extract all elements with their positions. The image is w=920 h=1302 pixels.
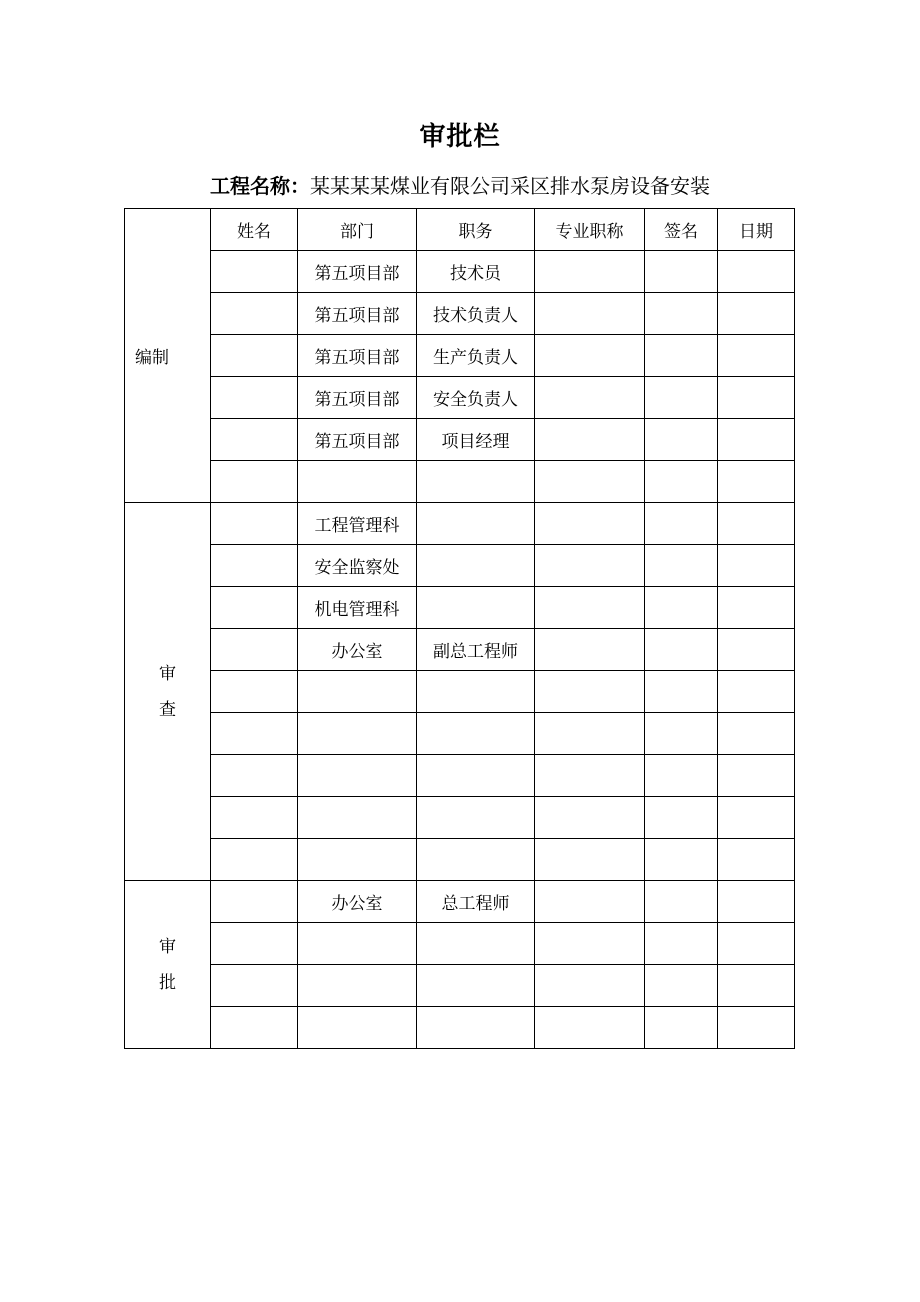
project-name: 某某某某煤业有限公司采区排水泵房设备安装: [310, 174, 710, 198]
name-cell[interactable]: [211, 335, 298, 377]
title-cell[interactable]: [535, 881, 645, 923]
title-cell[interactable]: [535, 923, 645, 965]
table-row: [125, 545, 795, 587]
title-cell[interactable]: [535, 251, 645, 293]
date-cell[interactable]: [718, 839, 795, 881]
role-cell: [417, 965, 535, 1007]
dept-cell: 办公室: [298, 881, 417, 923]
title-cell[interactable]: [535, 839, 645, 881]
title-cell[interactable]: [535, 629, 645, 671]
role-cell: [417, 587, 535, 629]
dept-cell: 机电管理科: [298, 587, 417, 629]
table-row: [125, 797, 795, 839]
date-cell[interactable]: [718, 293, 795, 335]
dept-cell: 办公室: [298, 629, 417, 671]
approval-table: [124, 208, 795, 1049]
signature-cell[interactable]: [645, 965, 718, 1007]
title-cell[interactable]: [535, 335, 645, 377]
signature-cell[interactable]: [645, 671, 718, 713]
title-cell[interactable]: [535, 713, 645, 755]
name-cell[interactable]: [211, 293, 298, 335]
project-label: 工程名称：: [210, 174, 310, 198]
date-cell[interactable]: [718, 377, 795, 419]
role-cell: 安全负责人: [417, 377, 535, 419]
title-cell[interactable]: [535, 419, 645, 461]
signature-cell[interactable]: [645, 1007, 718, 1049]
role-cell: 项目经理: [417, 419, 535, 461]
header-dept: 部门: [298, 209, 417, 251]
name-cell[interactable]: [211, 797, 298, 839]
title-cell[interactable]: [535, 293, 645, 335]
signature-cell[interactable]: [645, 545, 718, 587]
table-row: [125, 713, 795, 755]
table-row: [125, 671, 795, 713]
role-cell: [417, 839, 535, 881]
dept-cell: [298, 713, 417, 755]
role-cell: [417, 713, 535, 755]
role-cell: [417, 797, 535, 839]
dept-cell: [298, 965, 417, 1007]
section-label-review-text: 审 查: [159, 663, 176, 720]
name-cell[interactable]: [211, 251, 298, 293]
date-cell[interactable]: [718, 713, 795, 755]
section-label-review: [125, 503, 211, 881]
name-cell[interactable]: [211, 1007, 298, 1049]
date-cell[interactable]: [718, 587, 795, 629]
signature-cell[interactable]: [645, 629, 718, 671]
dept-cell: 第五项目部: [298, 419, 417, 461]
date-cell[interactable]: [718, 965, 795, 1007]
table-row: [125, 881, 795, 923]
name-cell[interactable]: [211, 461, 298, 503]
role-cell: [417, 503, 535, 545]
signature-cell[interactable]: [645, 755, 718, 797]
date-cell[interactable]: [718, 335, 795, 377]
date-cell[interactable]: [718, 797, 795, 839]
dept-cell: [298, 923, 417, 965]
name-cell[interactable]: [211, 503, 298, 545]
title-cell[interactable]: [535, 965, 645, 1007]
role-cell: 副总工程师: [417, 629, 535, 671]
title-cell[interactable]: [535, 755, 645, 797]
header-title: 专业职称: [535, 209, 645, 251]
dept-cell: 安全监察处: [298, 545, 417, 587]
dept-cell: [298, 797, 417, 839]
section-label-approve: [125, 881, 211, 1049]
date-cell[interactable]: [718, 503, 795, 545]
date-cell[interactable]: [718, 419, 795, 461]
signature-cell[interactable]: [645, 419, 718, 461]
signature-cell[interactable]: [645, 587, 718, 629]
date-cell[interactable]: [718, 923, 795, 965]
name-cell[interactable]: [211, 755, 298, 797]
dept-cell: 第五项目部: [298, 335, 417, 377]
table-row: [125, 629, 795, 671]
table-row: [125, 1007, 795, 1049]
signature-cell[interactable]: [645, 881, 718, 923]
name-cell[interactable]: [211, 671, 298, 713]
date-cell[interactable]: [718, 545, 795, 587]
header-row: [125, 209, 795, 251]
table-row: [125, 839, 795, 881]
date-cell[interactable]: [718, 755, 795, 797]
title-cell[interactable]: [535, 545, 645, 587]
header-signature: 签名: [645, 209, 718, 251]
role-cell: [417, 545, 535, 587]
signature-cell[interactable]: [645, 923, 718, 965]
table-row: [125, 377, 795, 419]
page-title: 审批栏: [419, 122, 501, 152]
signature-cell[interactable]: [645, 251, 718, 293]
date-cell[interactable]: [718, 881, 795, 923]
role-cell: 技术负责人: [417, 293, 535, 335]
table-row: [125, 251, 795, 293]
role-cell: [417, 923, 535, 965]
dept-cell: 工程管理科: [298, 503, 417, 545]
title-cell[interactable]: [535, 587, 645, 629]
dept-cell: [298, 755, 417, 797]
date-cell[interactable]: [718, 1007, 795, 1049]
table-row: [125, 755, 795, 797]
table-row: [125, 923, 795, 965]
date-cell[interactable]: [718, 251, 795, 293]
date-cell[interactable]: [718, 671, 795, 713]
name-cell[interactable]: [211, 839, 298, 881]
table-row: [125, 419, 795, 461]
name-cell[interactable]: [211, 881, 298, 923]
role-cell: [417, 755, 535, 797]
title-cell[interactable]: [535, 671, 645, 713]
role-cell: [417, 461, 535, 503]
name-cell[interactable]: [211, 587, 298, 629]
name-cell[interactable]: [211, 965, 298, 1007]
table-row: [125, 503, 795, 545]
dept-cell: [298, 1007, 417, 1049]
title-cell[interactable]: [535, 503, 645, 545]
title-cell[interactable]: [535, 1007, 645, 1049]
date-cell[interactable]: [718, 629, 795, 671]
signature-cell[interactable]: [645, 377, 718, 419]
table-row: [125, 587, 795, 629]
name-cell[interactable]: [211, 713, 298, 755]
signature-cell[interactable]: [645, 293, 718, 335]
signature-cell[interactable]: [645, 797, 718, 839]
header-role: 职务: [417, 209, 535, 251]
table-row: [125, 965, 795, 1007]
role-cell: 技术员: [417, 251, 535, 293]
name-cell[interactable]: [211, 545, 298, 587]
signature-cell[interactable]: [645, 503, 718, 545]
header-date: 日期: [718, 209, 795, 251]
name-cell[interactable]: [211, 629, 298, 671]
title-cell[interactable]: [535, 461, 645, 503]
signature-cell[interactable]: [645, 839, 718, 881]
header-name: 姓名: [211, 209, 298, 251]
title-cell[interactable]: [535, 377, 645, 419]
dept-cell: [298, 461, 417, 503]
table-row: [125, 461, 795, 503]
title-cell[interactable]: [535, 797, 645, 839]
role-cell: [417, 671, 535, 713]
name-cell[interactable]: [211, 377, 298, 419]
section-label-approve-text: 审 批: [159, 936, 176, 993]
name-cell[interactable]: [211, 923, 298, 965]
dept-cell: 第五项目部: [298, 377, 417, 419]
date-cell[interactable]: [718, 461, 795, 503]
role-cell: 生产负责人: [417, 335, 535, 377]
section-label-compile-text: 编制: [135, 348, 169, 368]
table-row: [125, 335, 795, 377]
signature-cell[interactable]: [645, 461, 718, 503]
project-line: [0, 170, 920, 199]
name-cell[interactable]: [211, 419, 298, 461]
table-row: [125, 293, 795, 335]
section-label-compile: [125, 209, 211, 503]
role-cell: 总工程师: [417, 881, 535, 923]
role-cell: [417, 1007, 535, 1049]
dept-cell: [298, 839, 417, 881]
dept-cell: 第五项目部: [298, 251, 417, 293]
dept-cell: 第五项目部: [298, 293, 417, 335]
dept-cell: [298, 671, 417, 713]
signature-cell[interactable]: [645, 335, 718, 377]
signature-cell[interactable]: [645, 713, 718, 755]
